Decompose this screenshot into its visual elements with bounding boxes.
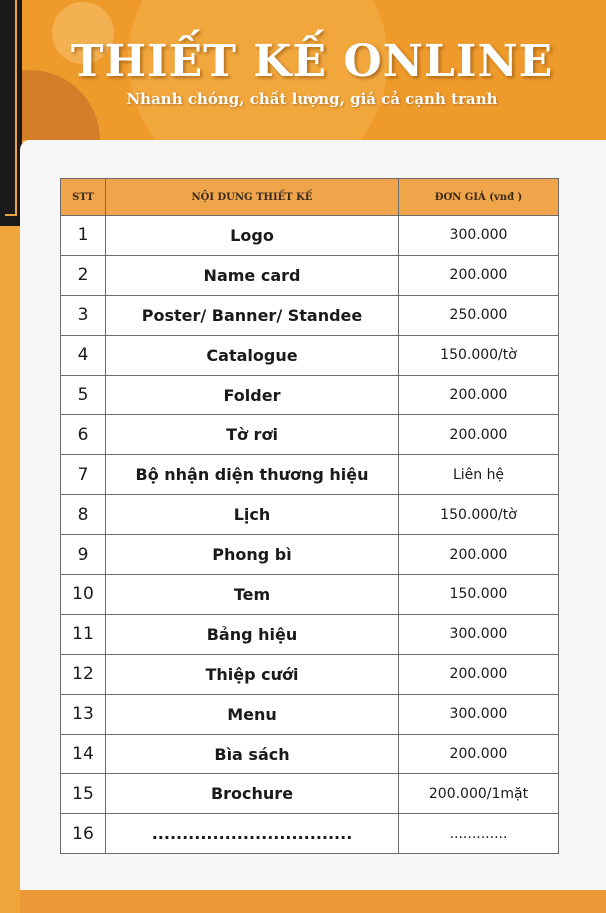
table-row (61, 216, 559, 256)
row-price: 200.000 (399, 375, 559, 415)
table-row (61, 575, 559, 615)
table-header-row (61, 179, 559, 216)
row-number: 13 (61, 694, 106, 734)
row-number: 5 (61, 375, 106, 415)
row-number: 12 (61, 654, 106, 694)
row-number: 16 (61, 814, 106, 854)
decor-frame (0, 0, 22, 226)
row-content: Folder (106, 375, 399, 415)
table-row (61, 654, 559, 694)
row-number: 14 (61, 734, 106, 774)
row-price: 300.000 (399, 614, 559, 654)
row-number: 8 (61, 495, 106, 535)
row-price: Liên hệ (399, 455, 559, 495)
row-price: 300.000 (399, 216, 559, 256)
table-row (61, 535, 559, 575)
page-title: THIẾT KẾ ONLINE (70, 36, 554, 87)
row-price: 250.000 (399, 295, 559, 335)
table-row (61, 814, 559, 854)
row-content: Bìa sách (106, 734, 399, 774)
table-row (61, 455, 559, 495)
row-price: 200.000/1mặt (399, 774, 559, 814)
row-content: Poster/ Banner/ Standee (106, 295, 399, 335)
row-number: 7 (61, 455, 106, 495)
row-content: Tờ rơi (106, 415, 399, 455)
table-row (61, 415, 559, 455)
row-content: Phong bì (106, 535, 399, 575)
table-row (61, 375, 559, 415)
row-number: 11 (61, 614, 106, 654)
row-content: Brochure (106, 774, 399, 814)
row-content: Bảng hiệu (106, 614, 399, 654)
row-number: 15 (61, 774, 106, 814)
row-number: 1 (61, 216, 106, 256)
table-row (61, 495, 559, 535)
decor-footer-strip (20, 890, 606, 913)
row-content: Catalogue (106, 335, 399, 375)
table-row (61, 295, 559, 335)
column-header-stt: STT (61, 179, 106, 216)
table-row (61, 774, 559, 814)
row-content: Bộ nhận diện thương hiệu (106, 455, 399, 495)
row-content: ................................. (106, 814, 399, 854)
row-content: Name card (106, 255, 399, 295)
row-price: 200.000 (399, 535, 559, 575)
row-number: 4 (61, 335, 106, 375)
row-number: 9 (61, 535, 106, 575)
row-content: Logo (106, 216, 399, 256)
price-table (60, 178, 559, 854)
row-price: 200.000 (399, 415, 559, 455)
row-price: 150.000/tờ (399, 335, 559, 375)
page-subtitle: Nhanh chóng, chất lượng, giá cả cạnh tranh (126, 90, 498, 108)
table-row (61, 255, 559, 295)
row-content: Tem (106, 575, 399, 615)
row-price: 300.000 (399, 694, 559, 734)
table-row (61, 335, 559, 375)
row-price: 200.000 (399, 734, 559, 774)
table-row (61, 614, 559, 654)
column-header-price: ĐƠN GIÁ (vnđ ) (399, 179, 559, 216)
row-number: 10 (61, 575, 106, 615)
row-price: 200.000 (399, 654, 559, 694)
row-number: 6 (61, 415, 106, 455)
row-price: 200.000 (399, 255, 559, 295)
row-content: Thiệp cưới (106, 654, 399, 694)
table-row (61, 694, 559, 734)
column-header-content: NỘI DUNG THIẾT KẾ (106, 179, 399, 216)
header-banner (0, 0, 606, 140)
row-price: 150.000 (399, 575, 559, 615)
row-price: 150.000/tờ (399, 495, 559, 535)
table-row (61, 734, 559, 774)
row-number: 3 (61, 295, 106, 335)
row-number: 2 (61, 255, 106, 295)
row-price: ............. (399, 814, 559, 854)
row-content: Lịch (106, 495, 399, 535)
row-content: Menu (106, 694, 399, 734)
